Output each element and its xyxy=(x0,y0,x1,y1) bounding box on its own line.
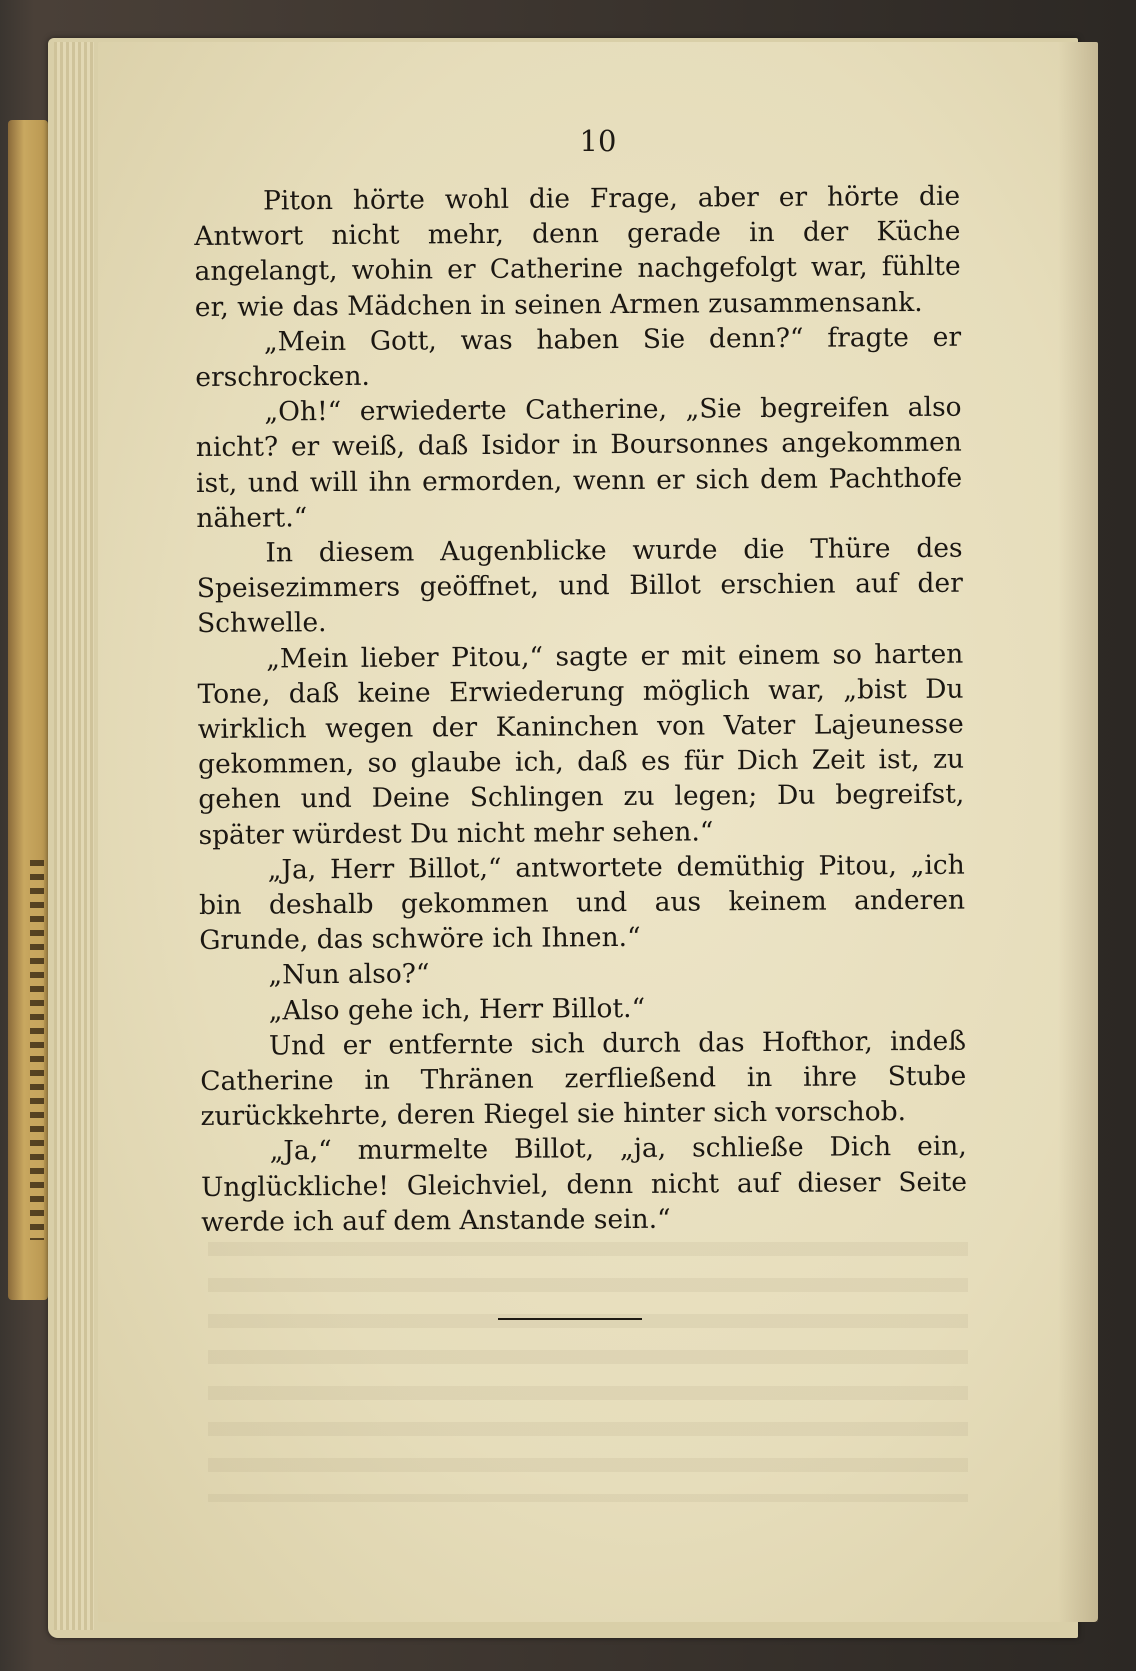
paragraph: Piton hörte wohl die Frage, aber er hörte die Antwort nicht mehr, denn gerade in der Küche angelangt, wohin er Catherine nachgefolgt war, fühlte er, wie das Mädchen in seinen Armen zusammensank. xyxy=(194,180,961,323)
reverse-side-show-through xyxy=(208,1242,968,1502)
paragraph: „Mein Gott, was haben Sie denn?“ fragte er erschrocken. xyxy=(195,321,962,394)
paragraph: „Oh!“ erwiederte Catherine, „Sie begreifen also nicht? er weiß, daß Isidor in Boursonnes angekommen ist, und will ihn ermorden, wenn er sich dem Pachthofe nähert.“ xyxy=(195,391,963,534)
paragraph: „Nun also?“ xyxy=(268,958,430,991)
body-text xyxy=(194,179,967,1240)
book-page xyxy=(98,42,1098,1622)
paragraph: „Mein lieber Pitou,“ sagte er mit einem so harten Tone, daß keine Erwiederung möglich war, „bist Du wirklich wegen der Kaninchen von Vater Lajeunesse gekommen, so glaube ich, daß es für Dich Zeit ist, zu gehen und Deine Schlingen zu legen; Du begreifst, später würdest Du nicht mehr sehen.“ xyxy=(197,638,965,851)
page-number: 10 xyxy=(579,124,617,158)
paragraph: In diesem Augenblicke wurde die Thüre des Speisezimmers geöffnet, und Billot erschien auf der Schwelle. xyxy=(196,532,963,640)
section-separator-rule xyxy=(498,1318,642,1320)
paragraph: Und er entfernte sich durch das Hofthor, indeß Catherine in Thränen zerfließend in ihre Stube zurückkehrte, deren Riegel sie hinter sich vorschob. xyxy=(200,1025,967,1133)
paragraph: „Ja,“ murmelte Billot, „ja, schließe Dich ein, Unglückliche! Gleichviel, denn nicht auf dieser Seite werde ich auf dem Anstande sein.“ xyxy=(200,1131,968,1238)
spine-ornament xyxy=(30,860,44,1240)
page-gutter-shadow xyxy=(1058,42,1098,1622)
paragraph: „Also gehe ich, Herr Billot.“ xyxy=(268,992,646,1027)
paragraph: „Ja, Herr Billot,“ antwortete demüthig Pitou, „ich bin deshalb gekommen und aus keinem anderen Grunde, das schwöre ich Ihnen.“ xyxy=(198,849,966,957)
